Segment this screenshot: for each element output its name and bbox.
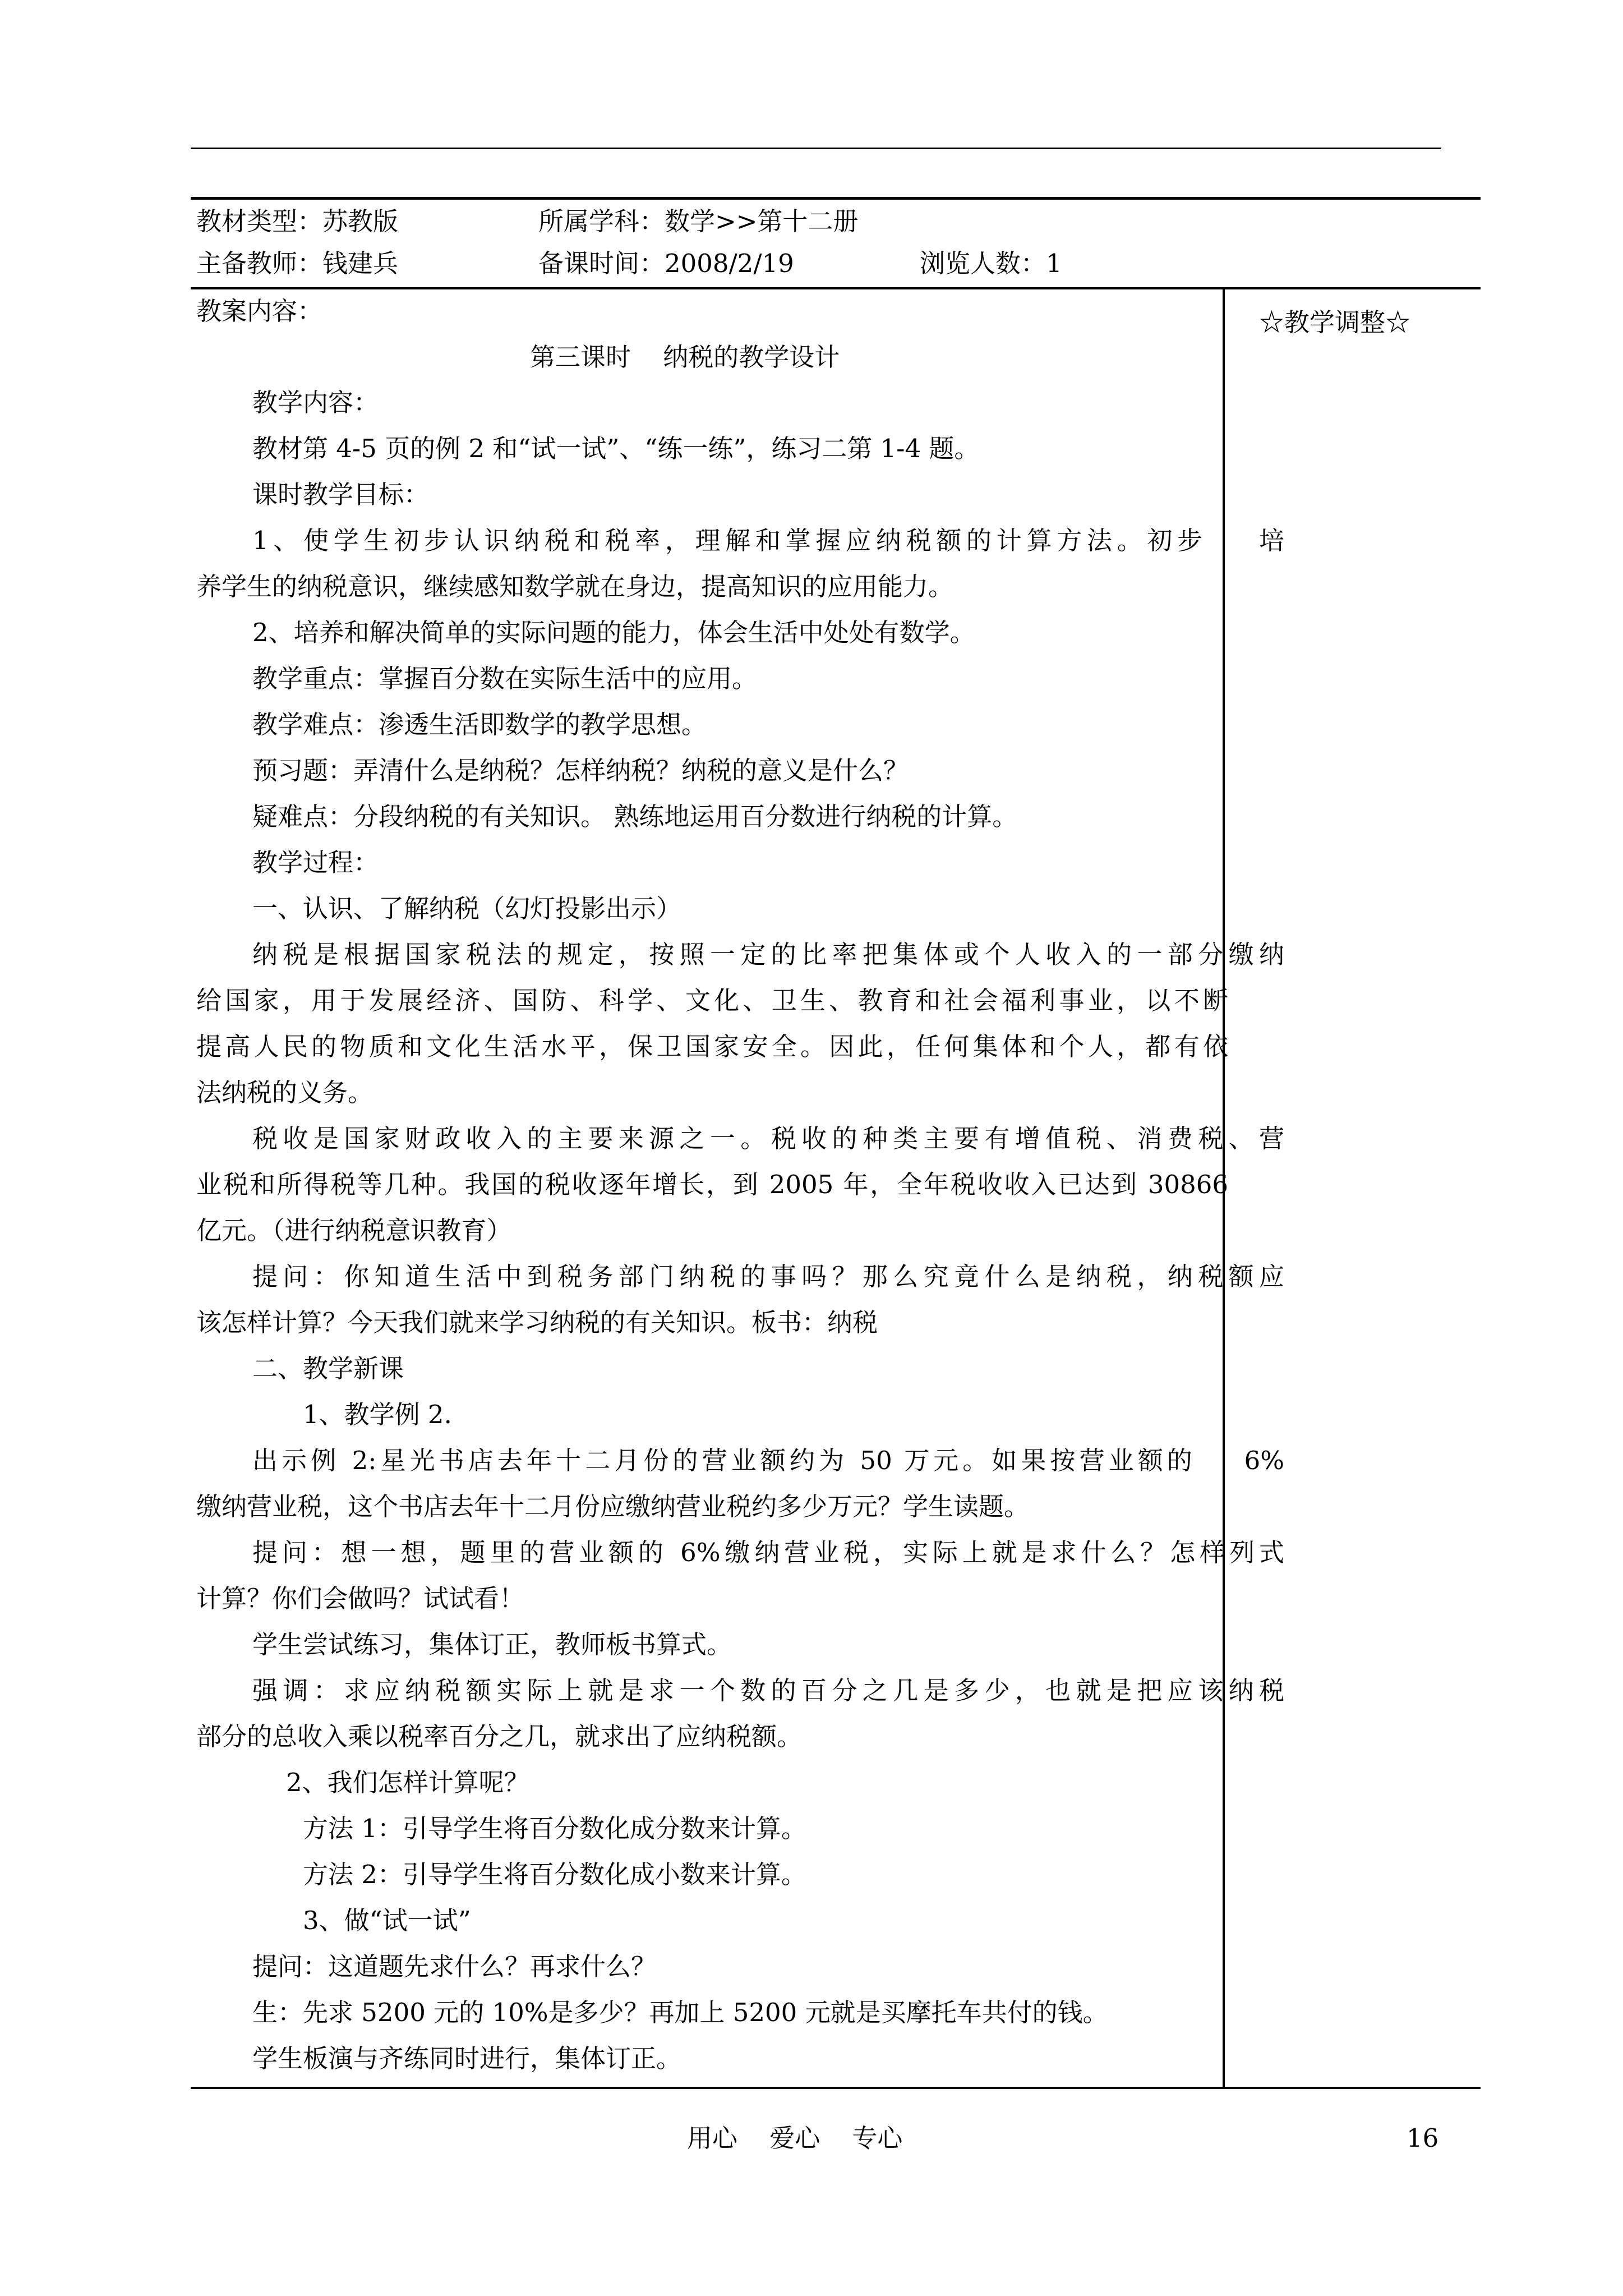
- body-line: 方法 2：引导学生将百分数化成小数来计算。: [303, 1860, 806, 1889]
- body-line: 学生板演与齐练同时进行，集体订正。: [252, 2044, 682, 2073]
- body-line: 2、培养和解决简单的实际问题的能力，体会生活中处处有数学。: [252, 618, 975, 647]
- view-count: 浏览人数：1: [920, 249, 1062, 278]
- body-line: 法纳税的义务。: [196, 1078, 374, 1107]
- body-line: 缴纳营业税，这个书店去年十二月份应缴纳营业税约多少万元？学生读题。: [196, 1492, 1030, 1521]
- body-line: 养学生的纳税意识，继续感知数学就在身边，提高知识的应用能力。: [196, 572, 954, 601]
- body-line: 业税和所得税等几种。我国的税收逐年增长，到 2005 年，全年税收收入已达到 30866: [196, 1170, 1228, 1199]
- table-bottom-border: [191, 2087, 1481, 2089]
- top-rule: [191, 148, 1441, 149]
- body-line: 纳税是根据国家税法的规定，按照一定的比率把集体或个人收入的一部分缴纳: [252, 940, 1284, 969]
- body-line: 3、做“试一试”: [303, 1906, 471, 1935]
- body-line: 方法 1：引导学生将百分数化成分数来计算。: [303, 1814, 806, 1843]
- body-line: 2、我们怎样计算呢？: [286, 1768, 529, 1797]
- body-line: 部分的总收入乘以税率百分之几，就求出了应纳税额。: [196, 1722, 803, 1751]
- body-line: 生：先求 5200 元的 10%是多少？再加上 5200 元就是买摩托车共付的钱。: [252, 1998, 1108, 2027]
- body-line: 二、教学新课: [252, 1354, 404, 1383]
- body-line: 学生尝试练习，集体订正，教师板书算式。: [252, 1630, 732, 1659]
- content-label: 教案内容：: [196, 296, 323, 326]
- body-line: 提问：你知道生活中到税务部门纳税的事吗？那么究竟什么是纳税，纳税额应: [252, 1262, 1284, 1291]
- body-line: 给国家，用于发展经济、国防、科学、文化、卫生、教育和社会福利事业，以不断: [196, 986, 1228, 1015]
- body-line: 疑难点：分段纳税的有关知识。 熟练地运用百分数进行纳税的计算。: [252, 802, 1018, 831]
- body-line: 提问：想一想，题里的营业额的 6%缴纳营业税，实际上就是求什么？怎样列式: [252, 1538, 1284, 1567]
- body-line: 教学内容：: [252, 388, 379, 417]
- body-line: 1、教学例 2.: [303, 1400, 452, 1429]
- body-line: 提问：这道题先求什么？再求什么？: [252, 1952, 657, 1981]
- header-bottom-border: [191, 287, 1481, 289]
- subject: 所属学科：数学>>第十二册: [538, 206, 859, 236]
- body-line: 亿元。（进行纳税意识教育）: [196, 1216, 512, 1245]
- body-line: 教学难点：渗透生活即数学的教学思想。: [252, 710, 707, 739]
- lesson-title: 第三课时 纳税的教学设计: [530, 342, 840, 372]
- body-line: 课时教学目标：: [252, 480, 430, 509]
- table-top-border: [191, 197, 1481, 200]
- body-line: 计算？你们会做吗？试试看！: [196, 1584, 525, 1613]
- footer-motto: 用心 爱心 专心: [687, 2123, 903, 2153]
- body-line: 1、使学生初步认识纳税和税率，理解和掌握应纳税额的计算方法。初步 培: [252, 526, 1284, 555]
- body-line: 教学重点：掌握百分数在实际生活中的应用。: [252, 664, 758, 693]
- prep-time: 备课时间：2008/2/19: [538, 249, 794, 278]
- body-line: 提高人民的物质和文化生活水平，保卫国家安全。因此，任何集体和个人，都有依: [196, 1032, 1228, 1061]
- body-line: 该怎样计算？今天我们就来学习纳税的有关知识。板书：纳税: [196, 1308, 878, 1337]
- page-number: 16: [1407, 2123, 1439, 2153]
- body-line: 一、认识、了解纳税（幻灯投影出示）: [252, 894, 682, 923]
- side-column-title: ☆教学调整☆: [1259, 307, 1411, 337]
- material-type: 教材类型：苏教版: [196, 206, 399, 236]
- body-line: 教材第 4-5 页的例 2 和“试一试”、“练一练”，练习二第 1-4 题。: [252, 434, 980, 463]
- body-line: 教学过程：: [252, 848, 379, 877]
- teacher: 主备教师：钱建兵: [196, 249, 399, 278]
- body-line: 预习题：弄清什么是纳税？怎样纳税？纳税的意义是什么？: [252, 756, 909, 785]
- body-line: 税收是国家财政收入的主要来源之一。税收的种类主要有增值税、消费税、营: [252, 1124, 1284, 1153]
- body-line: 出示例 2:星光书店去年十二月份的营业额约为 50 万元。如果按营业额的 6%: [252, 1446, 1284, 1475]
- body-line: 强调：求应纳税额实际上就是求一个数的百分之几是多少，也就是把应该纳税: [252, 1676, 1284, 1705]
